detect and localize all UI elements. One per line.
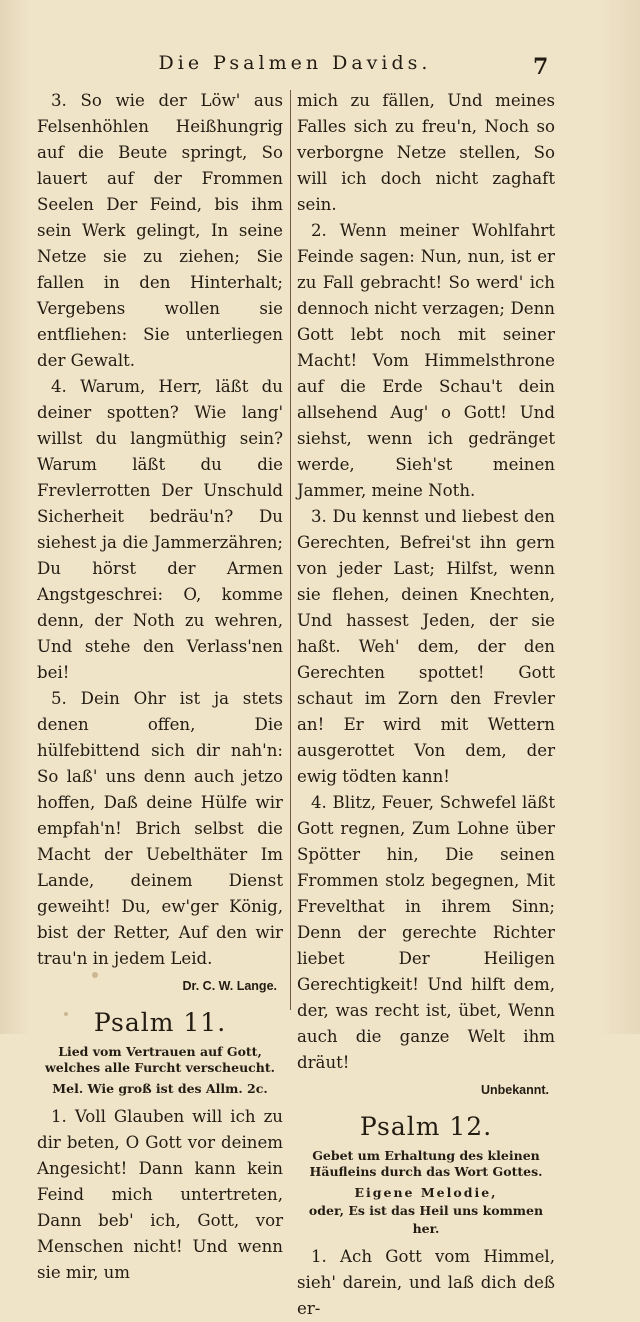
psalm-11-stanza-3: 3. Du kennst und liebest den Gerechten, Befrei'st ihn gern von jeder Last; Hilfst, wenn sie flehen, deinen Knechten, Und hassest Jeden, der sie haßt. Weh' dem, der den Gerechten spottet! Gott schaut im Zorn den Frevler an! Er wird mit Wettern ausgerottet Von dem, der ewig tödten kann! bbox=[297, 507, 555, 786]
stanza-3: 3. So wie der Löw' aus Felsenhöhlen Heißhungrig auf die Beute springt, So lauert auf der Frommen Seelen Der Feind, bis ihm sein Werk gelingt, In seine Netze sie zu ziehen; Sie fallen in den Hinterhalt; Vergebens wollen sie entfliehen: Sie unterliegen der Gewalt. bbox=[37, 91, 283, 370]
page-number: 7 bbox=[533, 54, 549, 80]
psalm-11-subtitle: Lied vom Vertrauen auf Gott, welches alle Furcht verscheucht. bbox=[45, 1044, 275, 1075]
column-divider bbox=[290, 90, 291, 1010]
psalm-12-melody bbox=[297, 1184, 555, 1238]
psalm-12-melody-line-1: Eigene Melodie, bbox=[354, 1185, 498, 1200]
stanza-4: 4. Warum, Herr, läßt du deiner spotten? Wie lang' willst du langmüthig sein? Warum läßt du die Frevlerrotten Der Unschuld Sicherheit bedräu'n? Du siehest ja die Jammerzähren; Du hörst der Armen Angstgeschrei: O, komme denn, der Noth zu wehren, Und stehe den Verlass'nen bei! bbox=[37, 377, 283, 682]
psalm-11-melody: Mel. Wie groß ist des Allm. 2c. bbox=[52, 1081, 268, 1096]
psalm-11-stanza-2: 2. Wenn meiner Wohlfahrt Feinde sagen: Nun, nun, ist er zu Fall gebracht! So werd' ich dennoch nicht verzagen; Denn Gott lebt noch mit seiner Macht! Vom Himmelsthrone auf die Erde Schau't dein allsehend Aug' o Gott! Und siehst, wenn ich gedränget werde, Sieh'st meinen Jammer, meine Noth. bbox=[297, 221, 555, 500]
stanza-continuation: mich zu fällen, Und meines Falles sich zu freu'n, Noch so verborgne Netze stellen, So will ich doch nicht zaghaft sein. bbox=[297, 91, 555, 214]
psalm-12-title: Psalm 12. bbox=[359, 1112, 493, 1141]
author-attribution-unknown: Unbekannt. bbox=[480, 1083, 549, 1097]
psalm-12-stanza-1: 1. Ach Gott vom Himmel, sieh' darein, und laß dich deß er- bbox=[297, 1247, 555, 1318]
paper-stain bbox=[92, 972, 98, 978]
stanza-5: 5. Dein Ohr ist ja stets denen offen, Die hülfebittend sich dir nah'n: So laß' uns denn auch jetzo hoffen, Daß deine Hülfe wir empfah'n! Brich selbst die Macht der Uebelthäter Im Lande, deinem Dienst geweiht! Du, ew'ger König, bist der Retter, Auf den wir trau'n in jedem Leid. bbox=[37, 689, 283, 968]
psalm-11-stanza-1: 1. Voll Glauben will ich zu dir beten, O Gott vor deinem Angesicht! Dann kann kein Feind mich untertreten, Dann beb' ich, Gott, vor Menschen nicht! Und wenn sie mir, um bbox=[37, 1107, 283, 1282]
author-attribution: Dr. C. W. Lange. bbox=[182, 979, 277, 993]
psalm-11-title: Psalm 11. bbox=[93, 1008, 227, 1037]
psalm-12-subtitle: Gebet um Erhaltung des kleinen Häufleins durch das Wort Gottes. bbox=[309, 1148, 543, 1179]
psalm-12-melody-line-2: oder, Es ist das Heil uns kommen her. bbox=[308, 1203, 544, 1236]
running-head: Die Psalmen Davids. bbox=[158, 52, 432, 74]
left-column bbox=[37, 88, 283, 1286]
paper-stain bbox=[64, 1012, 68, 1016]
psalm-11-stanza-4: 4. Blitz, Feuer, Schwefel läßt Gott regnen, Zum Lohne über Spötter hin, Die seinen Frommen stolz begegnen, Mit Frevelthat in ihrem Sinn; Denn der gerechte Richter liebet Der Heiligen Gerechtigkeit! Und hilft dem, der, was recht ist, übet, Wenn auch die ganze Welt ihm dräut! bbox=[297, 793, 555, 1072]
right-column bbox=[297, 88, 555, 1322]
